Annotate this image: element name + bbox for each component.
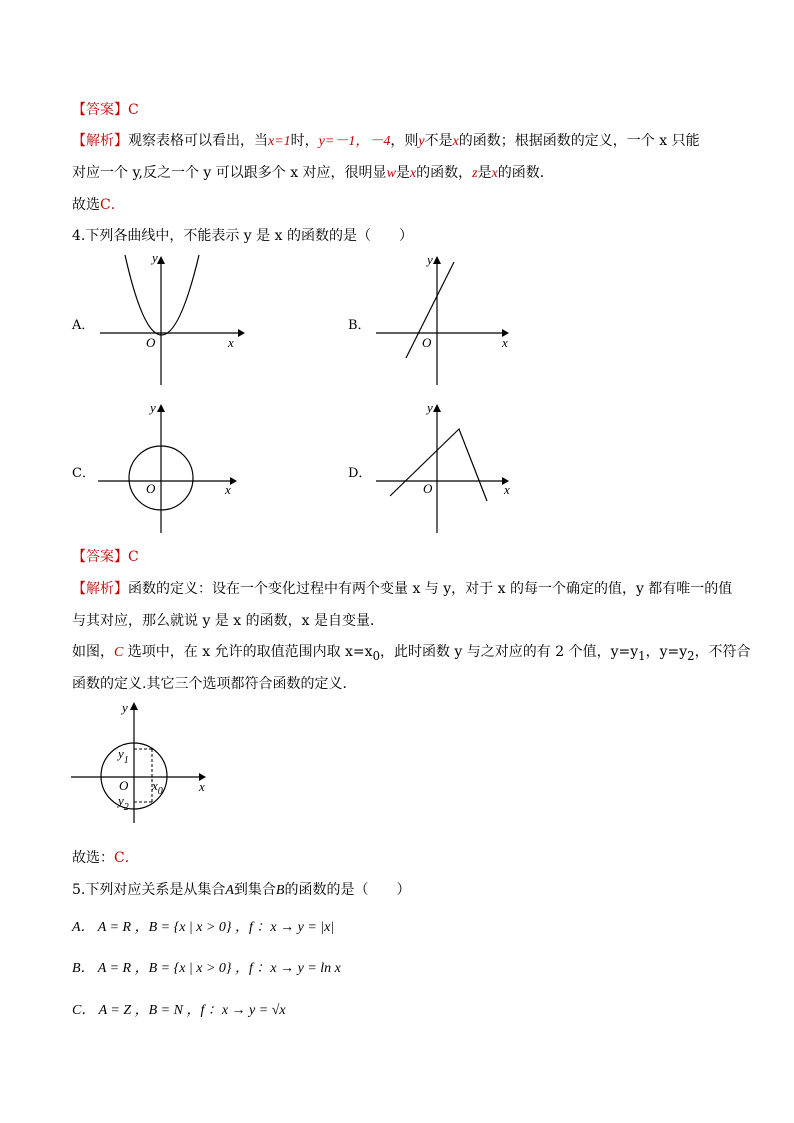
analysis-text: ，y=y [645, 644, 688, 660]
option-a-graph [90, 250, 250, 390]
stem-text: 5.下列对应关系是从集合 [72, 882, 226, 898]
analysis-line-1 [72, 579, 732, 599]
analysis-text: ，此时函数 y 与之对应的有 2 个值，y=y [379, 644, 639, 660]
origin-label: O [146, 335, 156, 350]
analysis-text: 函数的定义：设在一个变化过程中有两个变量 x 与 y，对于 x 的每一个确定的值，y 都有唯一的值 [128, 581, 733, 597]
analysis-text: 如图， [72, 644, 114, 660]
analysis-var: x [409, 166, 417, 181]
option-c-graph [90, 398, 250, 538]
analysis-var: x [491, 166, 498, 181]
analysis-text: 的函数；根据函数的定义，一个 x 只能 [458, 133, 700, 149]
analysis-var: w [386, 166, 396, 181]
answer-value: C [128, 549, 139, 565]
analysis-line-2 [72, 163, 554, 184]
y1-label: $y_1$ [118, 746, 129, 766]
answer-tag: 【答案】 [72, 549, 128, 565]
analysis-text: 不是 [424, 133, 453, 149]
analysis-text: 的函数， [416, 165, 473, 181]
choose-line [72, 848, 139, 868]
answer-tag: 【答案】 [72, 102, 128, 118]
analysis-line-2: 与其对应，那么就说 y 是 x 的函数，x 是自变量． [72, 613, 384, 629]
choose-label: 故选： [72, 850, 114, 866]
origin-label: O [146, 481, 156, 496]
origin-label: O [423, 481, 433, 496]
y2-label: $y_2$ [118, 793, 129, 813]
option-b: B． A = R ，B = {x | x > 0} ，f ：x → y = ln x [72, 961, 341, 976]
axis-x-label: x [504, 482, 510, 497]
x0-label: $x_0$ [152, 778, 163, 797]
choose-line [72, 195, 125, 215]
analysis-text: 是 [395, 165, 410, 181]
answer-line [72, 100, 139, 120]
option-d-label: D． [348, 466, 372, 481]
axis-x-label: x [225, 482, 231, 497]
analysis-line-4: 函数的定义.其它三个选项都符合函数的定义. [72, 676, 347, 692]
answer-line [72, 547, 139, 567]
analysis-tag: 【解析】 [72, 581, 128, 597]
analysis-line-1 [72, 131, 700, 152]
option-c: C． A = Z ，B = N ，f ：x → y = √x [72, 1003, 286, 1018]
question-5-stem [72, 880, 410, 901]
axis-y-label: y [427, 400, 433, 415]
analysis-text: 对应一个 y,反之一个 y 可以跟多个 x 对应，很明显 [72, 165, 387, 181]
axis-y-label: y [122, 700, 128, 715]
option-b-graph [370, 250, 520, 390]
analysis-y-value: y=－1，－4 [318, 134, 391, 149]
analysis-tag: 【解析】 [72, 133, 128, 149]
option-d-graph [370, 398, 520, 538]
axis-x-label: x [228, 335, 234, 350]
analysis-var: z [472, 166, 478, 181]
analysis-x-value: x=1 [268, 134, 291, 149]
origin-label: O [422, 335, 432, 350]
analysis-text: 选项中，在 x 允许的取值范围内取 x=x [123, 644, 373, 660]
answer-value: C [128, 102, 139, 118]
analysis-var: C [114, 645, 124, 660]
analysis-var: x [452, 134, 459, 149]
set-b: B [275, 883, 285, 898]
analysis-text: 是 [477, 165, 492, 181]
axis-y-label: y [427, 252, 433, 267]
option-c-label: C． [72, 466, 95, 481]
option-b-label: B． [348, 318, 371, 333]
analysis-text: ，不符合 [694, 644, 751, 660]
origin-label: O [119, 778, 129, 793]
stem-text: 到集合 [233, 882, 276, 898]
choose-value: C． [100, 197, 125, 213]
option-a-label: A． [72, 318, 95, 333]
analysis-text: 观察表格可以看出，当 [128, 133, 268, 149]
analysis-line-3 [72, 642, 751, 666]
choose-value: C． [114, 850, 139, 866]
analysis-var: y [418, 134, 425, 149]
question-4-stem: 4.下列各曲线中，不能表示 y 是 x 的函数的是（ ） [72, 228, 413, 244]
axis-x-label: x [199, 779, 205, 794]
axis-x-label: x [502, 335, 508, 350]
stem-text: 的函数的是（ ） [284, 882, 411, 898]
axis-y-label: y [150, 400, 156, 415]
subscript: 1 [638, 648, 646, 663]
analysis-text: 时， [290, 133, 319, 149]
set-a: A [225, 883, 234, 898]
choose-label: 故选 [72, 197, 100, 213]
axis-y-label: y [152, 250, 158, 265]
option-a: A． A = R ，B = {x | x > 0} ，f ：x → y = |x| [72, 920, 335, 935]
analysis-text: 的函数． [497, 165, 554, 181]
explanation-figure [66, 698, 226, 828]
subscript: 0 [372, 648, 380, 663]
analysis-text: ，则 [390, 133, 419, 149]
subscript: 2 [687, 648, 695, 663]
